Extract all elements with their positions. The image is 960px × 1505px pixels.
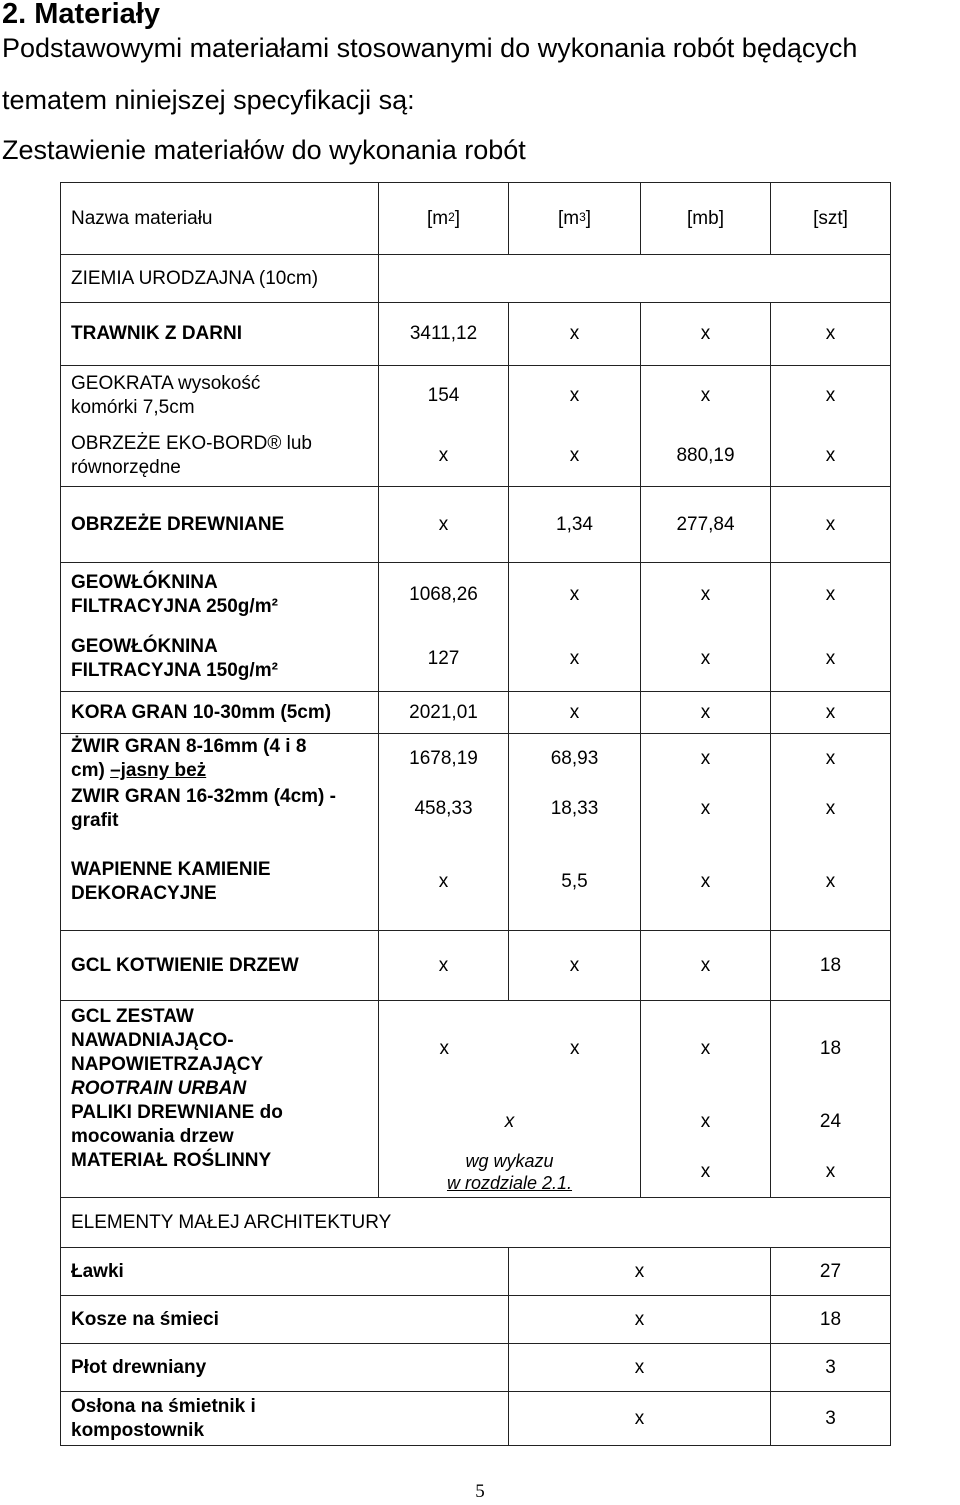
row-geowloknina-m3-cell xyxy=(509,563,641,692)
paliki-name-2: mocowania drzew xyxy=(71,1126,234,1147)
gcl-zestaw-name-3: NAPOWIETRZAJĄCY xyxy=(71,1054,264,1075)
zwir-grafit-mb: x xyxy=(700,798,711,819)
gcl-zestaw-mb: x xyxy=(700,1038,711,1059)
row-ziemia-empty xyxy=(379,255,891,303)
zwir-grafit-name-1: ZWIR GRAN 16-32mm (4cm) - xyxy=(71,786,336,807)
table-row xyxy=(61,1001,891,1198)
zwir-grafit-name-2: grafit xyxy=(71,810,119,831)
row-geokrata-m3-cell xyxy=(509,366,641,487)
wapienne-name-1: WAPIENNE KAMIENIE xyxy=(71,859,271,880)
header-row xyxy=(61,183,891,255)
wapienne-m2: x xyxy=(438,871,449,892)
zwir-grafit-m3: 18,33 xyxy=(550,798,599,819)
obrzeze-eko-szt: x xyxy=(825,445,836,466)
material-name: MATERIAŁ ROŚLINNY xyxy=(71,1150,272,1171)
row-oslona-name xyxy=(61,1392,509,1446)
geokrata-mb: x xyxy=(700,385,711,406)
zwir-grafit-name-block xyxy=(71,784,378,834)
row-kosze-mb: x xyxy=(509,1296,771,1344)
zwir-bez-m2: 1678,19 xyxy=(409,748,478,769)
paliki-szt: 24 xyxy=(819,1111,842,1132)
geo150-name-1: GEOWŁÓKNINA xyxy=(71,636,218,657)
row-geokrata-szt-cell xyxy=(771,366,891,487)
wapienne-szt: x xyxy=(825,871,836,892)
row-geokrata-m2-cell xyxy=(379,366,509,487)
zwir-bez-name-block xyxy=(71,734,378,784)
row-trawnik-m2: 3411,12 xyxy=(379,303,509,366)
header-m2-text: [m xyxy=(426,207,449,229)
section-heading: 2. Materiały xyxy=(2,0,160,30)
row-oslona-szt: 3 xyxy=(771,1392,891,1446)
zwir-bez-name-1: ŻWIR GRAN 8-16mm (4 i 8 xyxy=(71,736,307,757)
row-obrzeze-drew-szt: x xyxy=(771,487,891,563)
row-obrzeze-drew-m3: 1,34 xyxy=(509,487,641,563)
zwir-bez-name-2a: cm) xyxy=(71,760,111,781)
row-kosze-szt: 18 xyxy=(771,1296,891,1344)
row-geowloknina-names xyxy=(61,563,379,692)
row-zwir-m2-cell xyxy=(379,734,509,931)
zwir-bez-name-2b: –jasny beż xyxy=(110,760,207,781)
geokrata-m2: 154 xyxy=(427,385,460,406)
geo250-name-1: GEOWŁÓKNINA xyxy=(71,572,218,593)
row-geowloknina-szt-cell xyxy=(771,563,891,692)
row-gcl-kotw-szt: 18 xyxy=(771,931,891,1001)
row-kora-name: KORA GRAN 10-30mm (5cm) xyxy=(61,692,379,734)
row-gcl-zestaw-mb-cell xyxy=(641,1001,771,1198)
table-row xyxy=(61,563,891,692)
gcl-zestaw-m2: x xyxy=(439,1038,449,1059)
row-trawnik-m3: x xyxy=(509,303,641,366)
table-row xyxy=(61,734,891,931)
row-gcl-kotw-mb: x xyxy=(641,931,771,1001)
paliki-name-1: PALIKI DREWNIANE do xyxy=(71,1102,283,1123)
paliki-mb: x xyxy=(700,1111,711,1132)
header-m2 xyxy=(379,183,509,255)
row-kora-mb: x xyxy=(641,692,771,734)
row-zwir-m3-cell xyxy=(509,734,641,931)
header-name: Nazwa materiału xyxy=(61,183,379,255)
table-row xyxy=(61,931,891,1001)
row-obrzeze-drew-m2: x xyxy=(379,487,509,563)
row-geokrata-mb-cell xyxy=(641,366,771,487)
paliki-m2m3: x xyxy=(504,1111,515,1132)
geo150-szt: x xyxy=(825,648,836,669)
gcl-zestaw-name-4: ROOTRAIN URBAN xyxy=(71,1078,247,1099)
row-trawnik-szt: x xyxy=(771,303,891,366)
geo150-name-2: FILTRACYJNA 150g/m² xyxy=(71,660,278,681)
geokrata-name-block xyxy=(71,366,378,426)
wapienne-name-2: DEKORACYJNE xyxy=(71,883,217,904)
geo150-name-block xyxy=(71,627,378,691)
obrzeze-eko-m2: x xyxy=(438,445,449,466)
row-obrzeze-drew-name: OBRZEŻE DREWNIANE xyxy=(61,487,379,563)
row-trawnik-mb: x xyxy=(641,303,771,366)
geokrata-name: GEOKRATA wysokość komórki 7,5cm xyxy=(71,373,261,418)
geo250-szt: x xyxy=(825,584,836,605)
header-m3-sup: 3 xyxy=(579,209,586,224)
row-kosze-name: Kosze na śmieci xyxy=(61,1296,509,1344)
materials-table xyxy=(60,182,891,1446)
material-szt: x xyxy=(825,1161,836,1182)
obrzeze-eko-m3: x xyxy=(569,445,580,466)
table-row xyxy=(61,366,891,487)
row-gcl-zestaw-szt-cell xyxy=(771,1001,891,1198)
obrzeze-eko-name-block xyxy=(71,426,378,486)
row-gcl-zestaw-m2m3-cell xyxy=(379,1001,641,1198)
row-zwir-mb-cell xyxy=(641,734,771,931)
geo150-m3: x xyxy=(569,648,580,669)
page-number: 5 xyxy=(475,1481,485,1502)
zwir-bez-mb: x xyxy=(700,748,711,769)
table-row xyxy=(61,1296,891,1344)
geo150-mb: x xyxy=(700,648,711,669)
row-lawki-name: Ławki xyxy=(61,1248,509,1296)
row-oslona-mb: x xyxy=(509,1392,771,1446)
wapienne-m3: 5,5 xyxy=(561,871,588,892)
header-m3 xyxy=(509,183,641,255)
table-row xyxy=(61,255,891,303)
row-elementy-title: ELEMENTY MAŁEJ ARCHITEKTURY xyxy=(61,1198,891,1248)
row-kora-m2: 2021,01 xyxy=(379,692,509,734)
obrzeze-eko-mb: 880,19 xyxy=(676,445,735,466)
row-geokrata-obrzeze-names xyxy=(61,366,379,487)
gcl-zestaw-name-1: GCL ZESTAW xyxy=(71,1006,194,1027)
geo150-m2: 127 xyxy=(427,648,460,669)
header-m2-close: ] xyxy=(454,207,461,229)
table-row xyxy=(61,1248,891,1296)
table-row xyxy=(61,303,891,366)
row-gcl-zestaw-names xyxy=(61,1001,379,1198)
row-plot-name: Płot drewniany xyxy=(61,1344,509,1392)
material-note xyxy=(379,1147,640,1197)
row-lawki-szt: 27 xyxy=(771,1248,891,1296)
oslona-name-2: kompostownik xyxy=(71,1419,205,1441)
geo250-m2: 1068,26 xyxy=(409,584,478,605)
header-mb: [mb] xyxy=(641,183,771,255)
obrzeze-eko-name: OBRZEŻE EKO-BORD® lub równorzędne xyxy=(71,433,312,478)
row-gcl-kotw-m3: x xyxy=(509,931,641,1001)
table-row xyxy=(61,1198,891,1248)
wapienne-name-block xyxy=(71,834,378,930)
header-m3-close: ] xyxy=(585,207,592,229)
zwir-bez-szt: x xyxy=(825,748,836,769)
row-plot-szt: 3 xyxy=(771,1344,891,1392)
oslona-name-1: Osłona na śmietnik i xyxy=(71,1395,256,1417)
wapienne-mb: x xyxy=(700,871,711,892)
intro-line-1: Podstawowymi materiałami stosowanymi do wykonania robót będących xyxy=(2,33,858,63)
row-kora-m3: x xyxy=(509,692,641,734)
geo250-mb: x xyxy=(700,584,711,605)
gcl-zestaw-szt: 18 xyxy=(819,1038,842,1059)
row-ziemia-name: ZIEMIA URODZAJNA (10cm) xyxy=(61,255,379,303)
zwir-bez-m3: 68,93 xyxy=(550,748,599,769)
zwir-grafit-szt: x xyxy=(825,798,836,819)
gcl-zestaw-m3: x xyxy=(570,1038,580,1059)
table-row xyxy=(61,1392,891,1446)
gcl-zestaw-m2m3 xyxy=(379,1001,640,1097)
zwir-grafit-m2: 458,33 xyxy=(414,798,473,819)
geokrata-szt: x xyxy=(825,385,836,406)
header-m3-text: [m xyxy=(557,207,580,229)
row-geowloknina-m2-cell xyxy=(379,563,509,692)
intro-line-3: Zestawienie materiałów do wykonania robót xyxy=(2,135,526,165)
row-zwir-szt-cell xyxy=(771,734,891,931)
zwir-bez-name-2 xyxy=(71,759,378,783)
header-szt: [szt] xyxy=(771,183,891,255)
geo250-m3: x xyxy=(569,584,580,605)
row-gcl-kotw-m2: x xyxy=(379,931,509,1001)
row-plot-mb: x xyxy=(509,1344,771,1392)
table-row xyxy=(61,1344,891,1392)
material-mb: x xyxy=(700,1161,711,1182)
row-gcl-kotw-name: GCL KOTWIENIE DRZEW xyxy=(61,931,379,1001)
material-note-1: wg wykazu xyxy=(465,1151,554,1171)
row-geowloknina-mb-cell xyxy=(641,563,771,692)
intro-line-2: tematem niniejszej specyfikacji są: xyxy=(2,85,415,115)
row-lawki-mb: x xyxy=(509,1248,771,1296)
row-obrzeze-drew-mb: 277,84 xyxy=(641,487,771,563)
material-note-2: w rozdziale 2.1. xyxy=(446,1173,573,1193)
geo250-name-2: FILTRACYJNA 250g/m² xyxy=(71,596,278,617)
geo250-name-block xyxy=(71,563,378,627)
row-kora-szt: x xyxy=(771,692,891,734)
gcl-zestaw-name-2: NAWADNIAJĄCO- xyxy=(71,1030,234,1051)
geokrata-m3: x xyxy=(569,385,580,406)
row-trawnik-name: TRAWNIK Z DARNI xyxy=(61,303,379,366)
table-row xyxy=(61,487,891,563)
table-row xyxy=(61,692,891,734)
row-zwir-names xyxy=(61,734,379,931)
header-m2-sup: 2 xyxy=(448,209,455,224)
